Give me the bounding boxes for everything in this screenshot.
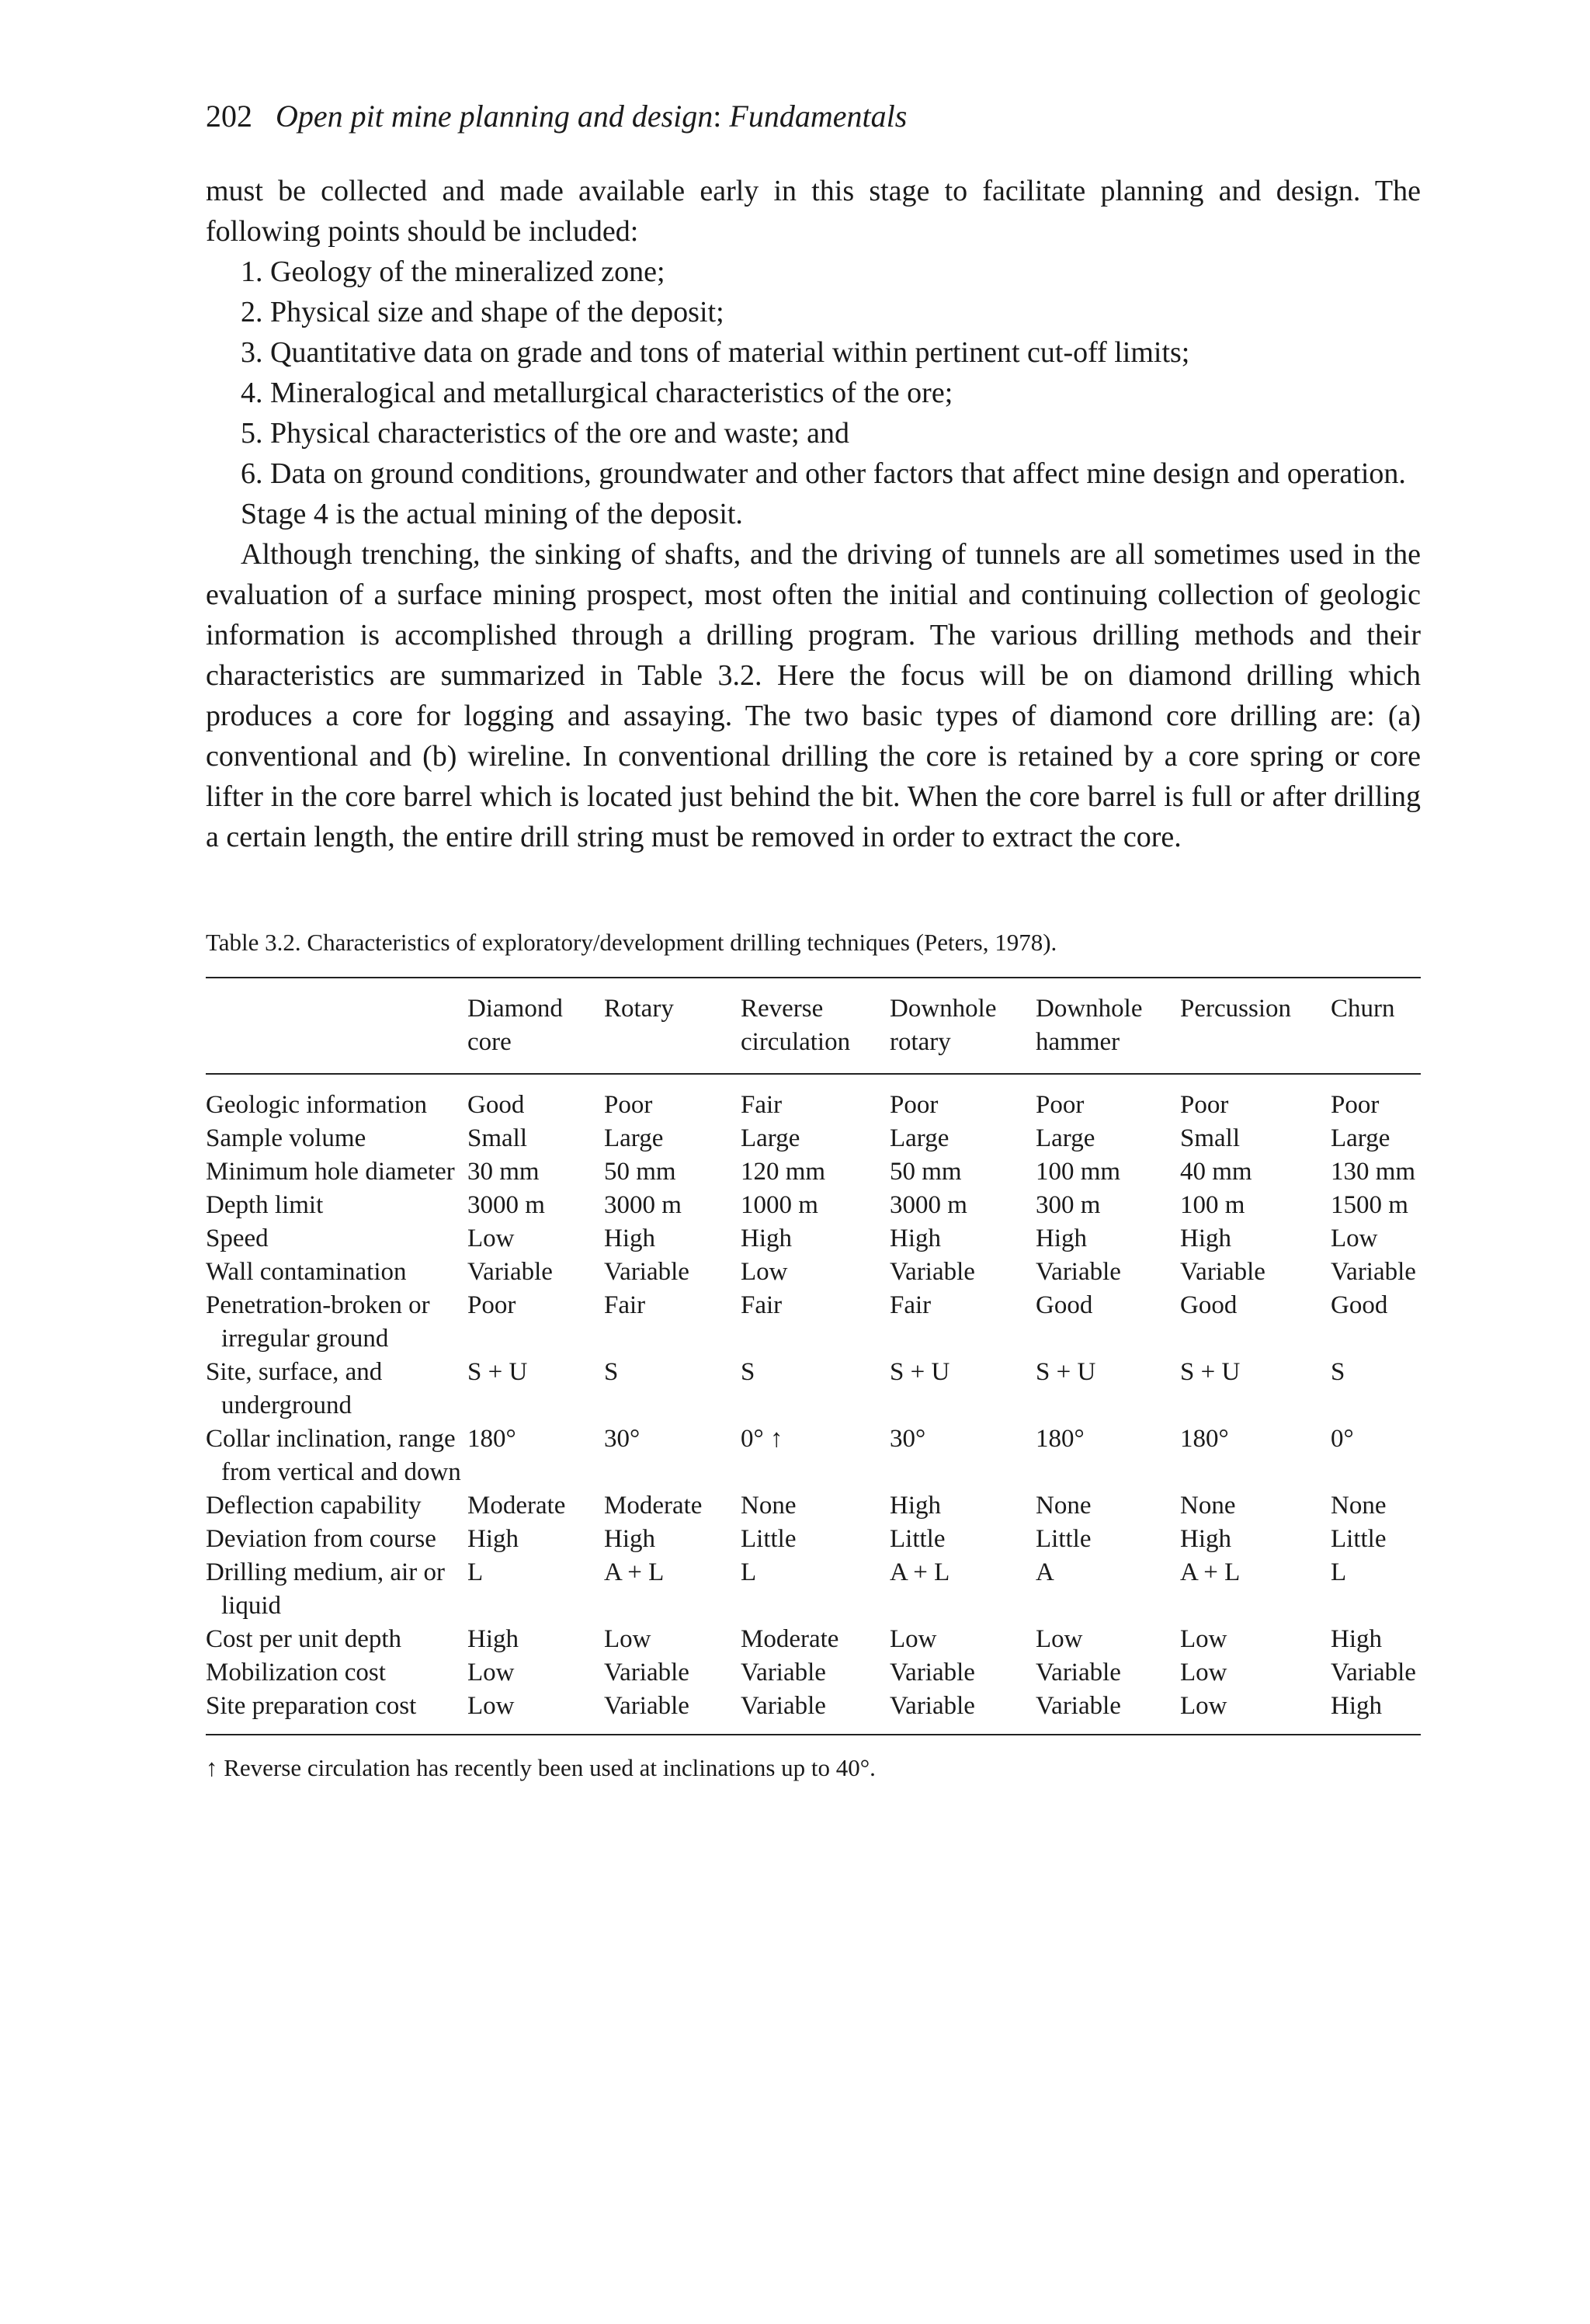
- table-cell: 30°: [890, 1425, 926, 1453]
- table-row: [206, 1256, 1421, 1289]
- table-row: [206, 1122, 1421, 1155]
- table-cell: High: [890, 1492, 941, 1520]
- table-cell: 100 m: [1180, 1191, 1245, 1219]
- table-cell: A + L: [1180, 1558, 1241, 1586]
- table-cell: S + U: [467, 1358, 528, 1386]
- table-cell: Low: [1180, 1625, 1227, 1653]
- table-cell: Small: [467, 1124, 528, 1152]
- table-cell: Low: [467, 1659, 515, 1687]
- table-cell: High: [890, 1225, 941, 1252]
- row-label: Site preparation cost: [206, 1692, 417, 1720]
- table-cell: Poor: [1180, 1091, 1229, 1119]
- table-cell: Good: [1036, 1291, 1093, 1319]
- row-label: Drilling medium, air or liquid: [206, 1558, 445, 1620]
- table-cell: A: [1036, 1558, 1054, 1586]
- row-label: Site, surface, and underground: [206, 1358, 383, 1419]
- table-cell: 180°: [467, 1425, 516, 1453]
- list-item: 6. Data on ground conditions, groundwater and other factors that affect mine design and operation.: [241, 457, 1406, 490]
- table-cell: Fair: [741, 1291, 783, 1319]
- table-cell: Poor: [604, 1091, 653, 1119]
- table-cell: 3000 m: [604, 1191, 682, 1219]
- table-cell: High: [604, 1525, 655, 1553]
- table-cell: L: [741, 1558, 757, 1586]
- row-label: Cost per unit depth: [206, 1625, 402, 1653]
- table-cell: Moderate: [741, 1625, 839, 1653]
- table-cell: Low: [467, 1692, 515, 1720]
- table-cell: Variable: [1331, 1258, 1416, 1286]
- table-cell: Large: [604, 1124, 664, 1152]
- table-cell: Good: [1331, 1291, 1388, 1319]
- table-row: [206, 1356, 1421, 1423]
- row-label: Collar inclination, range from vertical and down: [206, 1425, 461, 1486]
- row-label: Geologic information: [206, 1091, 428, 1119]
- table-cell: Moderate: [467, 1492, 566, 1520]
- column-header: Rotary: [604, 995, 674, 1023]
- table-cell: High: [604, 1225, 655, 1252]
- table-cell: 0°: [1331, 1425, 1354, 1453]
- intro-paragraph: must be collected and made available early in this stage to facilitate planning and design. The following points should be included:: [206, 175, 1421, 248]
- table-cell: Low: [1180, 1692, 1227, 1720]
- table-row: [206, 1489, 1421, 1523]
- list-item: 1. Geology of the mineralized zone;: [241, 255, 665, 288]
- table-cell: 50 mm: [890, 1158, 962, 1186]
- table-cell: S + U: [1036, 1358, 1096, 1386]
- table-cell: L: [467, 1558, 484, 1586]
- table-cell: Good: [467, 1091, 525, 1119]
- drilling-paragraph: Although trenching, the sinking of shafts, and the driving of tunnels are all sometimes used in the evaluation of a surface mining prospect, most often the initial and continuing collection of geologic information is accomplished through a drilling program. The various drilling methods and their characteristics are summarized in Table 3.2. Here the focus will be on diamond drilling which produces a core for logging and assaying. The two basic types of diamond core drilling are: (a) conventional and (b) wireline. In conventional drilling the core is retained by a core spring or core lifter in the core barrel which is located just behind the bit. When the core barrel is full or after drilling a certain length, the entire drill string must be removed in order to extract the core.: [206, 538, 1421, 853]
- column-header: Churn: [1331, 995, 1395, 1023]
- table-header-row: [206, 978, 1421, 1074]
- list-item: 4. Mineralogical and metallurgical characteristics of the ore;: [241, 377, 953, 409]
- list-item: 2. Physical size and shape of the deposit;: [241, 296, 724, 328]
- table-cell: None: [741, 1492, 797, 1520]
- table-cell: Large: [1036, 1124, 1095, 1152]
- running-head: [206, 93, 1421, 140]
- table-row: [206, 1656, 1421, 1690]
- table-cell: L: [1331, 1558, 1347, 1586]
- table-cell: Small: [1180, 1124, 1241, 1152]
- table-cell: None: [1331, 1492, 1387, 1520]
- row-label: Penetration-broken or irregular ground: [206, 1291, 430, 1353]
- table-cell: 3000 m: [890, 1191, 967, 1219]
- table-cell: Variable: [890, 1258, 975, 1286]
- requirements-list: [206, 252, 1421, 494]
- book-title: Open pit mine planning and design: [276, 99, 713, 134]
- table-cell: Low: [1331, 1225, 1378, 1252]
- table-cell: 50 mm: [604, 1158, 676, 1186]
- table-cell: A + L: [890, 1558, 950, 1586]
- table-cell: 30°: [604, 1425, 641, 1453]
- table-cell: Moderate: [604, 1492, 703, 1520]
- table-cell: Variable: [1180, 1258, 1265, 1286]
- table-row: [206, 1523, 1421, 1556]
- stage4-paragraph: Stage 4 is the actual mining of the deposit.: [241, 498, 743, 530]
- table-body: [206, 1074, 1421, 1734]
- table-cell: High: [1331, 1692, 1382, 1720]
- table-cell: Variable: [890, 1692, 975, 1720]
- table-cell: Large: [890, 1124, 949, 1152]
- column-header: [206, 978, 467, 1074]
- table-row: [206, 1289, 1421, 1356]
- row-label: Speed: [206, 1225, 269, 1252]
- row-label: Minimum hole diameter: [206, 1158, 455, 1186]
- table-cell: Low: [1180, 1659, 1227, 1687]
- column-header: Diamond core: [467, 995, 563, 1056]
- table-cell: Little: [890, 1525, 946, 1553]
- table-cell: Poor: [1036, 1091, 1085, 1119]
- list-item: 3. Quantitative data on grade and tons of material within pertinent cut-off limits;: [241, 336, 1190, 369]
- table-cell: Variable: [1036, 1692, 1121, 1720]
- table-cell: Variable: [741, 1692, 826, 1720]
- table-cell: 120 mm: [741, 1158, 826, 1186]
- row-label: Mobilization cost: [206, 1659, 386, 1687]
- table-cell: S: [1331, 1358, 1345, 1386]
- table-row: [206, 1623, 1421, 1656]
- table-cell: Variable: [1331, 1659, 1416, 1687]
- table-cell: Fair: [604, 1291, 646, 1319]
- table-cell: Little: [1331, 1525, 1387, 1553]
- page-number: 202: [206, 99, 252, 134]
- drilling-techniques-table: [206, 978, 1421, 1734]
- table-cell: Low: [741, 1258, 788, 1286]
- table-cell: Variable: [604, 1692, 689, 1720]
- table-footnote: ↑ Reverse circulation has recently been used at inclinations up to 40°.: [206, 1754, 876, 1781]
- table-cell: 180°: [1036, 1425, 1085, 1453]
- column-header: Percussion: [1180, 995, 1291, 1023]
- list-item: 5. Physical characteristics of the ore and waste; and: [241, 417, 849, 450]
- table-cell: Low: [604, 1625, 651, 1653]
- table-cell: S + U: [890, 1358, 950, 1386]
- table-cell: Large: [741, 1124, 800, 1152]
- table-cell: High: [1036, 1225, 1087, 1252]
- table-cell: Variable: [604, 1659, 689, 1687]
- table-container: [206, 977, 1421, 1735]
- table-cell: High: [741, 1225, 792, 1252]
- table-cell: Little: [1036, 1525, 1092, 1553]
- column-header: Reverse circulation: [741, 995, 851, 1056]
- table-cell: Low: [467, 1225, 515, 1252]
- table-row: [206, 1423, 1421, 1489]
- table-cell: Fair: [890, 1291, 932, 1319]
- table-cell: S: [741, 1358, 755, 1386]
- row-label: Wall contamination: [206, 1258, 407, 1286]
- table-cell: None: [1180, 1492, 1236, 1520]
- table-row: [206, 1222, 1421, 1256]
- table-cell: Poor: [1331, 1091, 1380, 1119]
- table-cell: 30 mm: [467, 1158, 540, 1186]
- table-cell: Variable: [604, 1258, 689, 1286]
- table-cell: Poor: [467, 1291, 516, 1319]
- page: [206, 93, 1421, 1785]
- table-cell: High: [467, 1625, 519, 1653]
- table-cell: Fair: [741, 1091, 783, 1119]
- table-cell: 300 m: [1036, 1191, 1101, 1219]
- table-cell: High: [467, 1525, 519, 1553]
- table-cell: Variable: [741, 1659, 826, 1687]
- table-cell: S: [604, 1358, 619, 1386]
- table-cell: Low: [1036, 1625, 1083, 1653]
- table-cell: 1500 m: [1331, 1191, 1408, 1219]
- table-row: [206, 1074, 1421, 1122]
- table-cell: High: [1331, 1625, 1382, 1653]
- table-cell: High: [1180, 1225, 1231, 1252]
- table-cell: 1000 m: [741, 1191, 818, 1219]
- row-label: Deviation from course: [206, 1525, 436, 1553]
- table-cell: 180°: [1180, 1425, 1229, 1453]
- table-cell: Large: [1331, 1124, 1390, 1152]
- table-row: [206, 1155, 1421, 1189]
- table-cell: A + L: [604, 1558, 665, 1586]
- table-cell: Good: [1180, 1291, 1238, 1319]
- row-label: Sample volume: [206, 1124, 366, 1152]
- row-label: Depth limit: [206, 1191, 324, 1219]
- table-row: [206, 1189, 1421, 1222]
- table-cell: 3000 m: [467, 1191, 545, 1219]
- table-cell: S + U: [1180, 1358, 1241, 1386]
- table-row: [206, 1556, 1421, 1623]
- table-cell: Little: [741, 1525, 797, 1553]
- table-cell: Variable: [1036, 1258, 1121, 1286]
- table-cell: 40 mm: [1180, 1158, 1252, 1186]
- table-cell: None: [1036, 1492, 1092, 1520]
- table-cell: Variable: [1036, 1659, 1121, 1687]
- table-cell: 130 mm: [1331, 1158, 1416, 1186]
- table-cell: Poor: [890, 1091, 939, 1119]
- book-subtitle: Fundamentals: [729, 99, 908, 134]
- table-cell: 100 mm: [1036, 1158, 1121, 1186]
- table-cell: Variable: [890, 1659, 975, 1687]
- table-cell: High: [1180, 1525, 1231, 1553]
- column-header: Downhole hammer: [1036, 995, 1143, 1056]
- body-text: [206, 171, 1421, 857]
- table-cell: Variable: [467, 1258, 553, 1286]
- table-row: [206, 1690, 1421, 1734]
- table-caption: Table 3.2. Characteristics of exploratory/development drilling techniques (Peters, 1978).: [206, 929, 1057, 956]
- row-label: Deflection capability: [206, 1492, 422, 1520]
- title-separator: :: [713, 99, 722, 134]
- column-header: Downhole rotary: [890, 995, 997, 1056]
- table-cell: Low: [890, 1625, 937, 1653]
- table-cell: 0° ↑: [741, 1425, 783, 1453]
